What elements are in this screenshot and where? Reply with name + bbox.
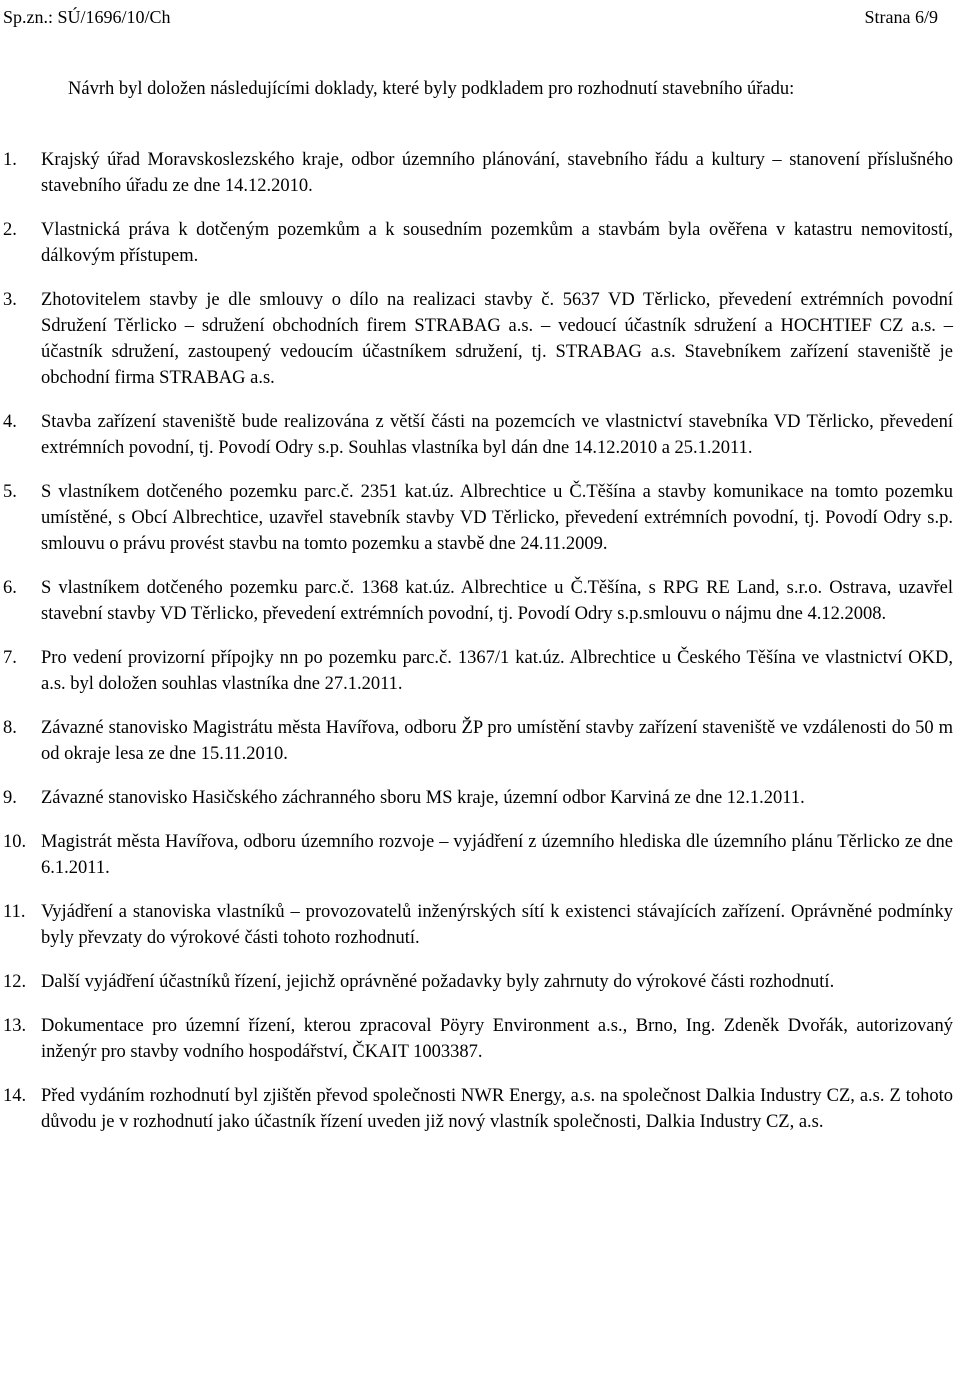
item-text: Dokumentace pro územní řízení, kterou zpracoval Pöyry Environment a.s., Brno, Ing. Zdeněk Dvořák, autorizovaný inženýr pro stavby vodního hospodářství, ČKAIT 1003387. [41, 1016, 953, 1062]
item-number: 8. [3, 718, 17, 738]
list-item [0, 147, 960, 199]
list-item [0, 645, 960, 697]
list-item [0, 785, 960, 811]
item-text: Vyjádření a stanoviska vlastníků – provozovatelů inženýrských sítí k existenci stávajících zařízení. Oprávněné podmínky byly převzaty do výrokové části tohoto rozhodnutí. [41, 902, 953, 948]
reference-number: Sp.zn.: SÚ/1696/10/Ch [3, 7, 171, 27]
list-item [0, 479, 960, 557]
item-text: Vlastnická práva k dotčeným pozemkům a k sousedním pozemkům a stavbám byla ověřena v katastru nemovitostí, dálkovým přístupem. [41, 220, 953, 266]
list-item [0, 217, 960, 269]
item-text: Před vydáním rozhodnutí byl zjištěn převod společnosti NWR Energy, a.s. na společnost Dalkia Industry CZ, a.s. Z tohoto důvodu je v rozhodnutí jako účastník řízení uveden již nový vlastník společnosti, Dalkia Industry CZ, a.s. [41, 1086, 953, 1132]
list-item [0, 969, 960, 995]
item-number: 2. [3, 220, 17, 240]
item-number: 7. [3, 648, 17, 668]
list-item [0, 899, 960, 951]
item-number: 4. [3, 412, 17, 432]
intro-paragraph: Návrh byl doložen následujícími doklady, které byly podkladem pro rozhodnutí stavebního úřadu: [68, 79, 795, 99]
list-item [0, 287, 960, 391]
item-text: Další vyjádření účastníků řízení, jejichž oprávněné požadavky byly zahrnuty do výrokové části rozhodnutí. [41, 972, 835, 992]
item-number: 10. [3, 832, 27, 852]
item-text: Zhotovitelem stavby je dle smlouvy o dílo na realizaci stavby č. 5637 VD Těrlicko, převedení extrémních povodní Sdružení Těrlicko – sdružení obchodních firem STRABAG a.s. – vedoucí účastník sdružení a HOCHTIEF CZ a.s. – účastník sdružení, zastoupený vedoucím účastníkem sdružení, tj. STRABAG a.s. Stavebníkem zařízení staveniště je obchodní firma STRABAG a.s. [41, 290, 953, 388]
item-number: 14. [3, 1086, 27, 1106]
list-item [0, 715, 960, 767]
page-header [3, 4, 938, 30]
item-text: Závazné stanovisko Magistrátu města Havířova, odboru ŽP pro umístění stavby zařízení staveniště ve vzdálenosti do 50 m od okraje lesa ze dne 15.11.2010. [41, 718, 953, 764]
item-number: 12. [3, 972, 27, 992]
item-text: Stavba zařízení staveniště bude realizována z větší části na pozemcích ve vlastnictví stavebníka VD Těrlicko, převedení extrémních povodní, tj. Povodí Odry s.p. Souhlas vlastníka byl dán dne 14.12.2010 a 25.1.2011. [41, 412, 953, 458]
item-text: Magistrát města Havířova, odboru územního rozvoje – vyjádření z územního hlediska dle územního plánu Těrlicko ze dne 6.1.2011. [41, 832, 953, 878]
list-item [0, 575, 960, 627]
item-number: 6. [3, 578, 17, 598]
list-item [0, 829, 960, 881]
list-item [0, 409, 960, 461]
item-text: Pro vedení provizorní přípojky nn po pozemku parc.č. 1367/1 kat.úz. Albrechtice u Českého Těšína ve vlastnictví OKD, a.s. byl doložen souhlas vlastníka dne 27.1.2011. [41, 648, 953, 694]
page-number: Strana 6/9 [864, 7, 938, 27]
item-text: Závazné stanovisko Hasičského záchranného sboru MS kraje, územní odbor Karviná ze dne 12.1.2011. [41, 788, 805, 808]
item-number: 3. [3, 290, 17, 310]
list-item [0, 1083, 960, 1135]
item-number: 5. [3, 482, 17, 502]
item-text: S vlastníkem dotčeného pozemku parc.č. 1368 kat.úz. Albrechtice u Č.Těšína, s RPG RE Land, s.r.o. Ostrava, uzavřel stavební stavby VD Těrlicko, převedení extrémních povodní, tj. Povodí Odry s.p.smlouvu o nájmu dne 4.12.2008. [41, 578, 953, 624]
item-text: Krajský úřad Moravskoslezského kraje, odbor územního plánování, stavebního řádu a kultury – stanovení příslušného stavebního úřadu ze dne 14.12.2010. [41, 150, 953, 196]
item-number: 1. [3, 150, 17, 170]
item-number: 11. [3, 902, 26, 922]
document-list [0, 147, 960, 1153]
item-number: 9. [3, 788, 17, 808]
item-text: S vlastníkem dotčeného pozemku parc.č. 2351 kat.úz. Albrechtice u Č.Těšína a stavby komunikace na tomto pozemku umístěné, s Obcí Albrechtice, uzavřel stavebník stavby VD Těrlicko, převedení extrémních povodní, tj. Povodí Odry s.p. smlouvu o právu provést stavbu na tomto pozemku a stavbě dne 24.11.2009. [41, 482, 953, 554]
list-item [0, 1013, 960, 1065]
item-number: 13. [3, 1016, 27, 1036]
